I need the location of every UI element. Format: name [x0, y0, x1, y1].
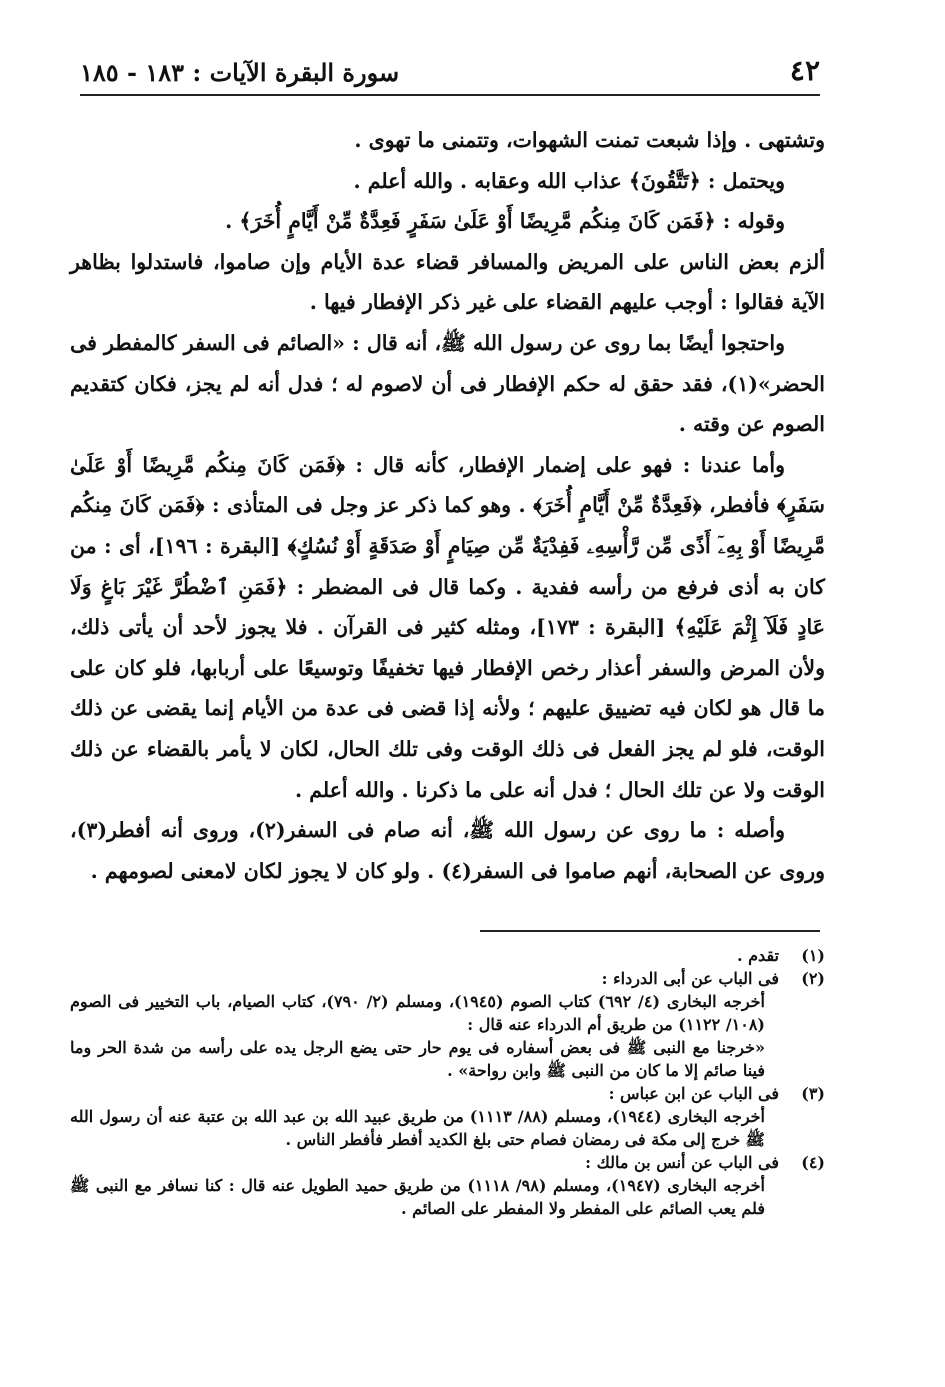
footnote-3 — [70, 1082, 825, 1105]
footnote-1 — [70, 944, 825, 967]
paragraph-4: ألزم بعض الناس على المريض والمسافر قضاء عدة الأيام وإن صاموا، فاستدلوا بظاهر الآية فقالوا : أوجب عليهم القضاء على غير ذكر الإفطار فيها . — [70, 249, 825, 315]
paragraph-7: وأصله : ما روى عن رسول الله ﷺ، أنه صام فى السفر(٢)، وروى أنه أفطر(٣)، وروى عن الصحابة، أنهم صاموا فى السفر(٤) . ولو كان لا يجوز لكان لامعنى لصومهم . — [70, 818, 825, 883]
footnote-number: (٤) — [801, 1153, 825, 1172]
paragraph-1: وتشتهى . وإذا شبعت تمنت الشهوات، وتتمنى ما تهوى . — [354, 128, 825, 152]
footnote-number: (٢) — [801, 969, 825, 988]
page-number: ٤٢ — [789, 54, 820, 87]
footnote-text: فى الباب عن أنس بن مالك : — [585, 1153, 779, 1172]
footnote-2-quote: «خرجنا مع النبى ﷺ فى بعض أسفاره فى يوم حار حتى يضع الرجل يده على رأسه من شدة الحر وما فينا صائم إلا ما كان من النبى ﷺ وابن رواحة» . — [70, 1038, 765, 1080]
footnote-4 — [70, 1151, 825, 1174]
footnote-divider — [480, 930, 820, 932]
footnote-text: تقدم . — [737, 946, 779, 965]
paragraph-2: ويحتمل : ﴿تَتَّقُونَ﴾ عذاب الله وعقابه . والله أعلم . — [353, 168, 785, 193]
footnote-4-source: أخرجه البخارى (١٩٤٧)، ومسلم (٩٨/ ١١١٨) من طريق حميد الطويل عنه قال : كنا نسافر مع النبى ﷺ فلم يعب الصائم على المفطر ولا المفطر على الصائم . — [70, 1176, 766, 1218]
main-text — [70, 120, 825, 891]
footnote-text: فى الباب عن أبى الدرداء : — [601, 969, 779, 988]
paragraph-3: وقوله : ﴿فَمَن كَانَ مِنكُم مَّرِيضًا أَوْ عَلَىٰ سَفَرٍ فَعِدَّةٌ مِّنْ أَيَّامٍ أُخَرَ﴾ . — [225, 209, 785, 234]
footnote-2 — [70, 967, 825, 990]
paragraph-5: واحتجوا أيضًا بما روى عن رسول الله ﷺ، أنه قال : «الصائم فى السفر كالمفطر فى الحضر»(١)، فقد حقق له حكم الإفطار فى أن لاصوم له ؛ فدل أنه لم يجز، فكان كتقديم الصوم عن وقته . — [70, 330, 825, 437]
surah-title: سورة البقرة الآيات : ١٨٣ - ١٨٥ — [80, 58, 400, 87]
footnote-number: (٣) — [801, 1084, 825, 1103]
footnote-number: (١) — [801, 946, 825, 965]
page-header — [80, 52, 820, 96]
footnote-text: فى الباب عن ابن عباس : — [608, 1084, 779, 1103]
paragraph-6: وأما عندنا : فهو على إضمار الإفطار، كأنه قال : ﴿فَمَن كَانَ مِنكُم مَّرِيضًا أَوْ عَلَىٰ سَفَرٍ﴾ فأفطر، ﴿فَعِدَّةٌ مِّنْ أَيَّامٍ أُخَرَ﴾ . وهو كما ذكر عز وجل فى المتأذى : ﴿فَمَن كَانَ مِنكُم مَّرِيضًا أَوْ بِهِۦٓ أَذًى مِّن رَّأْسِهِۦ فَفِدْيَةٌ مِّن صِيَامٍ أَوْ صَدَقَةٍ أَوْ نُسُكٍ﴾ [البقرة : ١٩٦]، أى : من كان به أذى فرفع من رأسه ففدية . وكما قال فى المضطر : ﴿فَمَنِ ٱضْطُرَّ غَيْرَ بَاغٍ وَلَا عَادٍ فَلَآ إِثْمَ عَلَيْهِ﴾ [البقرة : ١٧٣]، ومثله كثير فى القرآن . فلا يجوز لأحد أن يأتى ذلك، ولأن المرض والسفر أعذار رخص الإفطار فيها تخفيفًا وتوسيعًا على أربابها، فلو كان على ما قال هو لكان فيه تضييق عليهم ؛ ولأنه إذا قضى فى عدة من الأيام إنما يقضى عن ذلك الوقت، فلو لم يجز الفعل فى ذلك الوقت وفى تلك الحال، لكان لا يأمر بالقضاء عن ذلك الوقت ولا عن تلك الحال ؛ فدل أنه على ما ذكرنا . والله أعلم . — [70, 452, 826, 802]
footnote-2-source: أخرجه البخارى (٤/ ٦٩٢) كتاب الصوم (١٩٤٥)، ومسلم (٢/ ٧٩٠)، كتاب الصيام، باب التخيير فى الصوم (١٠٨/ ١١٢٢) من طريق أم الدرداء عنه قال : — [70, 992, 766, 1034]
footnotes — [70, 944, 825, 1220]
footnote-3-source: أخرجه البخارى (١٩٤٤)، ومسلم (٨٨/ ١١١٣) من طريق عبيد الله بن عبد الله بن عتبة عنه أن رسول الله ﷺ خرج إلى مكة فى رمضان فصام حتى بلغ الكديد أفطر فأفطر الناس . — [70, 1107, 765, 1149]
